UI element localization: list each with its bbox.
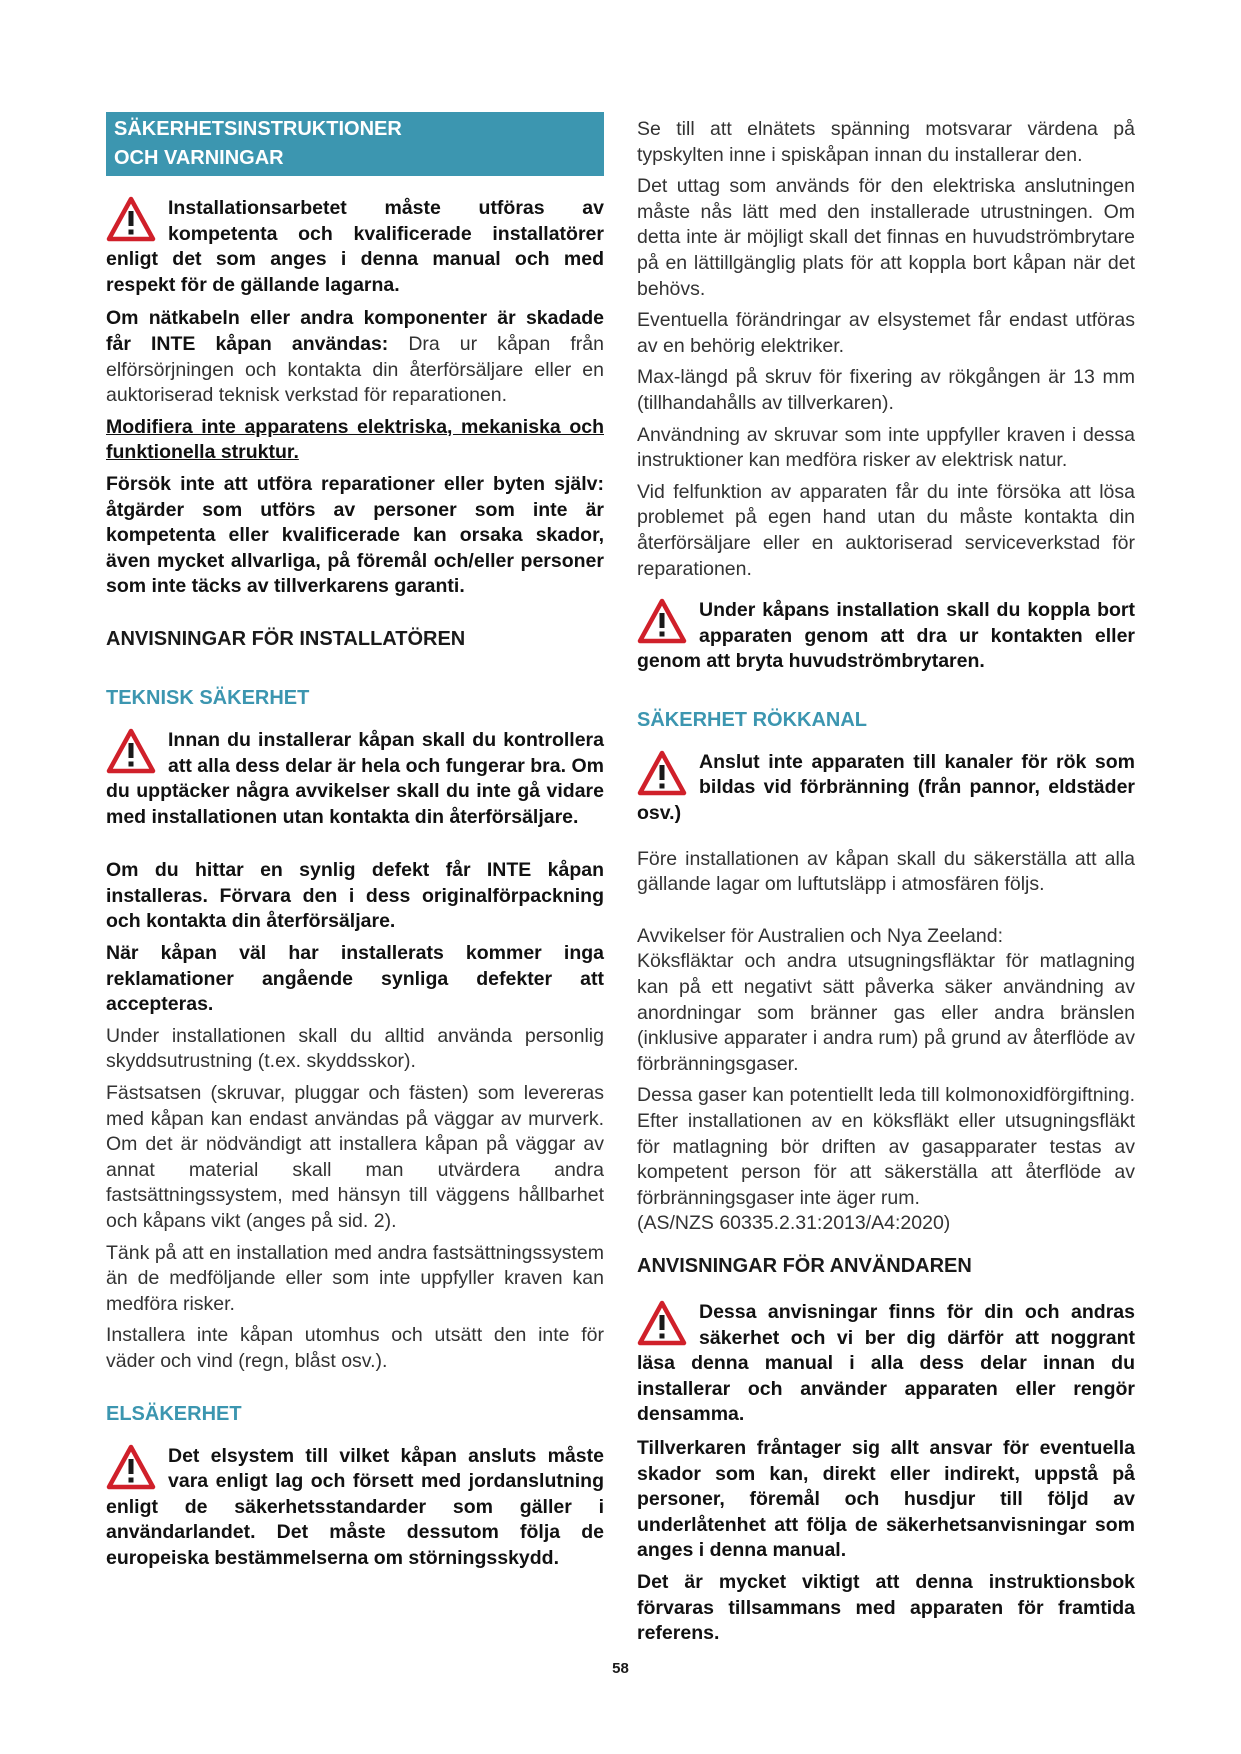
warning-text: Det elsystem till vilket kåpan ansluts måste vara enligt lag och försett med jordanslutning enligt de säkerhetsstandarder som gäller i användarlandet. Det måste dessutom följa de europeiska bestämmelserna om störningsskydd. [106, 1444, 604, 1569]
smoke-duct-heading: SÄKERHET RÖKKANAL [637, 708, 867, 731]
standard-reference: (AS/NZS 60335.2.31:2013/A4:2020) [637, 1212, 951, 1235]
liability-paragraph: Tillverkaren fråntager sig allt ansvar för eventuella skador som kan, direkt eller indirekt, uppstå på personer, föremål och husdjur till följd av underlåtenhet att följa de säkerhetsanvisningar som anges i denna manual. [637, 1436, 1135, 1562]
cable-light: Dra ur kåpan från elförsörjningen och kontakta din återförsäljare eller en auktoriserad teknisk verkstad för reparationen. [106, 332, 604, 407]
warning-text: Installationsarbetet måste utföras av kompetenta och kvalificerade installatörer enligt det som anges i denna manual och med respekt för de gällande lagarna. [106, 197, 604, 296]
warning-triangle-icon [637, 750, 689, 798]
keep-manual-paragraph: Det är mycket viktigt att denna instruktionsbok förvaras tillsammans med apparaten för framtida referens. [637, 1570, 1135, 1645]
warning-block-user [637, 1300, 1135, 1428]
ppe-paragraph: Under installationen skall du alltid använda personlig skyddsutrustning (t.ex. skyddsskor). [106, 1024, 604, 1073]
warning-text: Under kåpans installation skall du koppla bort apparaten genom att dra ur kontakten eller genom att bryta huvudströmbrytaren. [637, 599, 1135, 673]
co-paragraph: Dessa gaser kan potentiellt leda till kolmonoxidförgiftning. Efter installationen av en köksfläkt eller utsugningsfläkt för matlagning bör driften av gasapparater testas av kompetent person för att säkerställa att återflöde av förbränningsgaser inte äger rum. [637, 1084, 1135, 1209]
voltage-paragraph: Se till att elnätets spänning motsvarar värdena på typskylten inne i spiskåpan innan du installerar den. [637, 118, 1135, 166]
banner-line-2: OCH VARNINGAR [114, 147, 284, 169]
modify-paragraph: Modifiera inte apparatens elektriska, mekaniska och funktionella struktur. [106, 415, 604, 464]
banner-line-1: SÄKERHETSINSTRUKTIONER [114, 118, 402, 140]
left-column [106, 112, 604, 1580]
installer-heading: ANVISNINGAR FÖR INSTALLATÖREN [106, 627, 466, 650]
warning-block-disconnect [637, 598, 1135, 675]
fixing-kit-paragraph: Fästsatsen (skruvar, pluggar och fästen) som levereras med kåpan kan endast användas på väggar av murverk. Om det är nödvändigt att installera kåpan på väggar av annat material skall man utvärdera andra fastsättningssystem, med hänsyn till väggens hållbarhet och kåpans vikt (anges på sid. 2). [106, 1082, 604, 1232]
warning-block-electrical [106, 1444, 604, 1572]
warning-triangle-icon [106, 1444, 158, 1492]
section-banner [106, 112, 604, 176]
tech-safety-heading: TEKNISK SÄKERHET [106, 686, 310, 709]
au-nz-body: Köksfläktar och andra utsugningsfläktar för matlagning kan på ett negativt sätt påverka säker användning av anordningar som bränner gas eller andra bränslen (inklusive apparater i andra rum) på grund av återflöde av förbränningsgaser. [637, 950, 1135, 1075]
claims-paragraph: När kåpan väl har installerats kommer inga reklamationer angående synliga defekter att accepteras. [106, 942, 604, 1016]
warning-triangle-icon [106, 196, 158, 244]
warning-text: Anslut inte apparaten till kanaler för rök som bildas vid förbränning (från pannor, eldstäder osv.) [637, 750, 1135, 825]
socket-paragraph: Det uttag som används för den elektriska anslutningen måste nås lätt med den installerade utrustningen. Om detta inte är möjligt skall det finnas en huvudströmbrytare på en lättillgänglig plats för att koppla bort kåpan när det behövs. [637, 175, 1135, 300]
cable-paragraph [106, 306, 604, 408]
page-number: 58 [612, 1660, 629, 1677]
warning-triangle-icon [106, 728, 158, 776]
defect-paragraph: Om du hittar en synlig defekt får INTE kåpan installeras. Förvara den i dess originalförpackning och kontakta din återförsäljare. [106, 859, 604, 933]
warning-block-installation [106, 196, 604, 298]
warning-text: Innan du installerar kåpan skall du kontrollera att alla dess delar är hela och fungerar bra. Om du upptäcker några avvikelser skall du inte gå vidare med installationen utan kontakta din återförsäljare. [106, 728, 604, 828]
au-nz-title: Avvikelser för Australien och Nya Zeeland: [637, 924, 1003, 947]
warning-triangle-icon [637, 598, 689, 646]
right-column [637, 117, 1135, 1653]
cable-bold: Om nätkabeln eller andra komponenter är skadade får INTE kåpan användas: [106, 307, 604, 355]
warning-block-tech [106, 728, 604, 830]
malfunction-paragraph: Vid felfunktion av apparaten får du inte försöka att lösa problemet på egen hand utan du måste kontakta din återförsäljare eller en auktoriserad serviceverkstad för reparationen. [637, 480, 1135, 580]
laws-paragraph: Före installationen av kåpan skall du säkerställa att alla gällande lagar om luftutsläpp i atmosfären följs. [637, 847, 1135, 896]
user-heading: ANVISNINGAR FÖR ANVÄNDAREN [637, 1254, 972, 1277]
other-systems-paragraph: Tänk på att en installation med andra fastsättningssystem än de medföljande eller som inte uppfyller kraven kan medföra risker. [106, 1241, 604, 1315]
warning-triangle-icon [637, 1300, 689, 1348]
changes-paragraph: Eventuella förändringar av elsystemet får endast utföras av en behörig elektriker. [637, 309, 1135, 357]
screws-risk-paragraph: Användning av skruvar som inte uppfyller kraven i dessa instruktioner kan medföra risker av elektrisk natur. [637, 423, 1135, 472]
screw-length-paragraph: Max-längd på skruv för fixering av rökgången är 13 mm (tillhandahålls av tillverkaren). [637, 366, 1135, 414]
outdoor-paragraph: Installera inte kåpan utomhus och utsätt den inte för väder och vind (regn, blåst osv.). [106, 1324, 604, 1372]
repair-paragraph: Försök inte att utföra reparationer eller byten själv: åtgärder som utförs av personer som inte är kompetenta eller kvalificerade kan orsaka skador, även mycket allvarliga, på föremål och/eller personer som inte täcks av tillverkarens garanti. [106, 472, 604, 598]
warning-block-smoke [637, 750, 1135, 827]
electrical-safety-heading: ELSÄKERHET [106, 1402, 242, 1425]
warning-text: Dessa anvisningar finns för din och andras säkerhet och vi ber dig därför att noggrant läsa denna manual i alla dess delar innan du installerar och använder apparaten eller rengör densamma. [637, 1300, 1135, 1426]
